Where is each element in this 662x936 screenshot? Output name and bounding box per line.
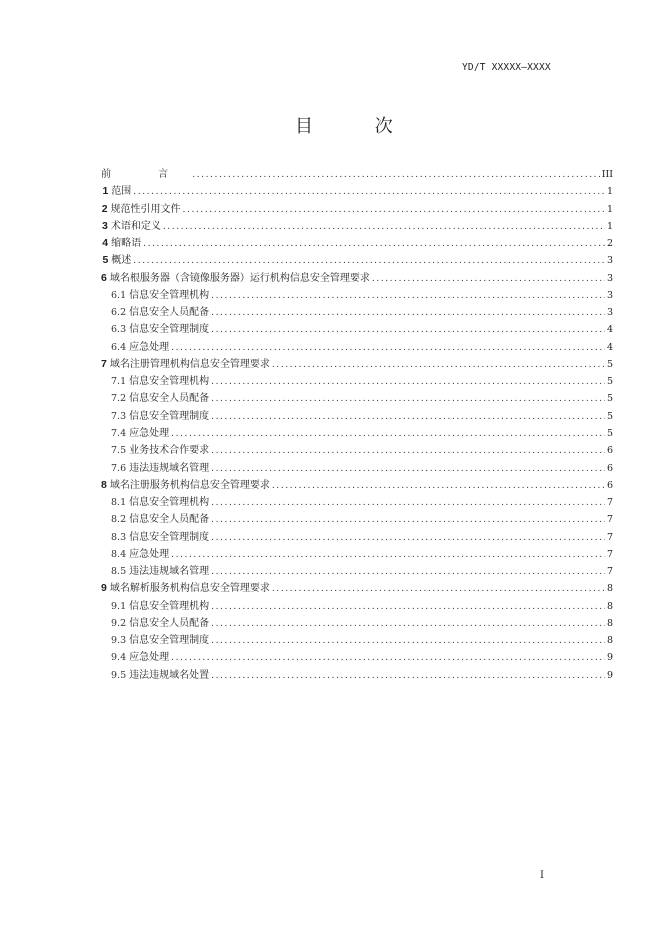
toc-entry-page: 7 <box>606 497 613 509</box>
toc-entry-number: 8.3 <box>111 531 127 543</box>
toc-entry-label: 信息安全管理机构 <box>129 376 210 388</box>
toc-entry-label: 违法违规域名管理 <box>129 462 210 474</box>
toc-entry-page: 6 <box>606 445 613 457</box>
toc-entry-label: 信息安全人员配备 <box>129 617 210 629</box>
toc-entry-page: 5 <box>606 393 613 405</box>
toc-entry-page: 7 <box>606 548 613 560</box>
toc-entry-page: 5 <box>606 410 613 422</box>
toc-entry[interactable] <box>101 339 613 356</box>
toc-entry[interactable] <box>101 546 613 563</box>
toc-entry-number: 6 <box>101 271 107 284</box>
toc-entry-number: 9.4 <box>111 652 127 664</box>
toc-entry-page: 5 <box>606 427 613 439</box>
toc-leader-dots <box>211 305 605 321</box>
toc-entry[interactable] <box>101 460 613 477</box>
table-of-contents <box>101 166 613 684</box>
toc-entry-label: 违法违规域名管理 <box>129 566 210 578</box>
toc-entry-label: 应急处理 <box>129 652 170 664</box>
toc-entry-page: 3 <box>606 307 613 319</box>
toc-leader-dots <box>211 633 605 649</box>
toc-entry[interactable] <box>101 425 613 442</box>
toc-entry-number: 8.1 <box>111 497 127 509</box>
toc-title: 目 次 <box>295 116 421 137</box>
toc-leader-dots <box>272 357 605 373</box>
toc-entry[interactable] <box>101 615 613 632</box>
toc-entry-number: 6.1 <box>111 289 127 301</box>
toc-entry-page: 5 <box>606 376 613 388</box>
toc-entry-label: 违法违规域名处置 <box>129 669 210 681</box>
toc-leader-dots <box>192 167 600 183</box>
toc-entry-number: 4 <box>102 237 109 250</box>
toc-entry-number: 8 <box>101 478 107 491</box>
toc-entry-label: 信息安全人员配备 <box>129 514 210 526</box>
toc-entry[interactable] <box>101 649 613 666</box>
toc-entry-number: 7 <box>101 357 107 370</box>
toc-entry-number: 6.2 <box>111 307 127 319</box>
toc-entry-page: 7 <box>606 566 613 578</box>
toc-leader-dots <box>211 409 605 425</box>
toc-entry-label: 域名注册管理机构信息安全管理要求 <box>109 358 270 370</box>
toc-entry[interactable] <box>101 563 613 580</box>
toc-leader-dots <box>211 599 605 615</box>
toc-entry-label: 信息安全管理制度 <box>129 324 210 336</box>
toc-entry[interactable] <box>101 511 613 528</box>
toc-entry-page: 3 <box>606 289 613 301</box>
toc-entry-page: 3 <box>606 255 613 267</box>
toc-entry-label: 信息安全管理机构 <box>129 289 210 301</box>
toc-entry-label: 域名根服务器（含镜像服务器）运行机构信息安全管理要求 <box>109 272 370 284</box>
toc-leader-dots <box>143 236 605 252</box>
toc-entry-page: 8 <box>606 635 613 647</box>
toc-entry-label: 业务技术合作要求 <box>129 445 210 457</box>
toc-entry-number: 6.4 <box>111 341 127 353</box>
toc-entry[interactable] <box>101 218 613 235</box>
toc-entry[interactable] <box>101 529 613 546</box>
toc-entry-page: 6 <box>606 462 613 474</box>
toc-leader-dots <box>211 391 605 407</box>
toc-entry-label: 信息安全管理制度 <box>129 635 210 647</box>
toc-entry-label: 信息安全管理机构 <box>129 497 210 509</box>
page-number: I <box>540 870 544 881</box>
toc-entry[interactable] <box>101 235 613 252</box>
toc-entry[interactable] <box>101 321 613 338</box>
toc-entry-label: 范围 <box>111 186 132 198</box>
toc-leader-dots <box>171 426 605 442</box>
toc-leader-dots <box>133 253 605 269</box>
toc-leader-dots <box>171 547 605 563</box>
toc-entry-number: 8.2 <box>111 514 127 526</box>
toc-entry[interactable] <box>101 166 613 183</box>
document-code: YD/T XXXXX—XXXX <box>462 62 551 73</box>
toc-entry-page: 1 <box>606 203 613 215</box>
toc-entry-number: 5 <box>102 254 109 267</box>
toc-leader-dots <box>211 374 605 390</box>
toc-entry-label: 前 言 <box>101 169 191 180</box>
toc-leader-dots <box>171 650 605 666</box>
toc-entry[interactable] <box>101 442 613 459</box>
toc-entry-page: 4 <box>606 324 613 336</box>
toc-leader-dots <box>211 461 605 477</box>
toc-entry[interactable] <box>101 408 613 425</box>
toc-entry-page: 7 <box>606 531 613 543</box>
toc-entry-page: III <box>601 169 613 180</box>
toc-entry-number: 9 <box>101 582 107 595</box>
toc-leader-dots <box>211 668 605 684</box>
toc-entry[interactable] <box>101 494 613 511</box>
toc-entry-label: 规范性引用文件 <box>110 203 181 215</box>
toc-entry-label: 域名解析服务机构信息安全管理要求 <box>109 583 270 595</box>
toc-entry-number: 9.1 <box>111 600 127 612</box>
toc-entry-page: 9 <box>606 652 613 664</box>
toc-leader-dots <box>133 184 605 200</box>
toc-entry-label: 信息安全人员配备 <box>129 393 210 405</box>
toc-entry-label: 信息安全人员配备 <box>129 307 210 319</box>
toc-entry-label: 术语和定义 <box>110 220 161 232</box>
toc-entry-number: 9.5 <box>111 669 127 681</box>
toc-entry-number: 9.3 <box>111 635 127 647</box>
toc-entry-number: 2 <box>101 202 108 215</box>
toc-entry-label: 应急处理 <box>129 341 170 353</box>
toc-entry[interactable] <box>101 373 613 390</box>
toc-entry-number: 7.2 <box>111 393 127 405</box>
toc-entry-label: 应急处理 <box>129 427 170 439</box>
toc-entry-label: 域名注册服务机构信息安全管理要求 <box>109 479 270 491</box>
toc-entry[interactable] <box>101 390 613 407</box>
toc-entry-label: 信息安全管理制度 <box>129 531 210 543</box>
toc-entry[interactable] <box>101 667 613 684</box>
toc-leader-dots <box>211 322 605 338</box>
toc-leader-dots <box>171 340 605 356</box>
toc-entry-label: 信息安全管理机构 <box>129 600 210 612</box>
toc-leader-dots <box>372 271 605 287</box>
toc-entry-number: 3 <box>101 219 108 232</box>
toc-entry-page: 8 <box>606 583 613 595</box>
toc-entry[interactable] <box>101 270 613 287</box>
toc-entry-number: 8.4 <box>111 548 127 560</box>
toc-leader-dots <box>211 495 605 511</box>
toc-entry-page: 7 <box>606 514 613 526</box>
toc-entry-label: 信息安全管理制度 <box>129 410 210 422</box>
toc-leader-dots <box>272 478 605 494</box>
toc-entry-page: 1 <box>606 186 613 198</box>
toc-entry[interactable] <box>101 632 613 649</box>
toc-entry[interactable] <box>101 201 613 218</box>
toc-entry-page: 6 <box>606 479 613 491</box>
toc-entry-number: 9.2 <box>111 617 127 629</box>
toc-leader-dots <box>211 530 605 546</box>
toc-leader-dots <box>211 616 605 632</box>
toc-entry-label: 缩略语 <box>111 238 142 250</box>
toc-entry[interactable] <box>101 477 613 494</box>
toc-entry-page: 3 <box>606 272 613 284</box>
toc-entry[interactable] <box>101 287 613 304</box>
toc-entry-number: 7.4 <box>111 427 127 439</box>
toc-entry-number: 7.5 <box>111 445 127 457</box>
toc-entry-page: 1 <box>606 220 613 232</box>
toc-leader-dots <box>211 564 605 580</box>
toc-entry-number: 8.5 <box>111 566 127 578</box>
toc-entry-page: 4 <box>606 341 613 353</box>
toc-entry-number: 7.3 <box>111 410 127 422</box>
toc-entry-number: 6.3 <box>111 324 127 336</box>
toc-leader-dots <box>211 443 605 459</box>
toc-entry-page: 8 <box>606 617 613 629</box>
toc-entry-number: 7.1 <box>111 376 127 388</box>
toc-leader-dots <box>272 581 605 597</box>
toc-entry-page: 8 <box>606 600 613 612</box>
toc-entry[interactable] <box>101 356 613 373</box>
toc-leader-dots <box>183 202 605 218</box>
toc-entry-number: 7.6 <box>111 462 127 474</box>
toc-leader-dots <box>163 219 605 235</box>
toc-leader-dots <box>211 512 605 528</box>
toc-entry[interactable] <box>101 598 613 615</box>
toc-entry-page: 2 <box>606 238 613 250</box>
toc-entry-page: 9 <box>606 669 613 681</box>
toc-entry-number: 1 <box>102 185 109 198</box>
toc-entry-label: 应急处理 <box>129 548 170 560</box>
toc-entry[interactable] <box>101 304 613 321</box>
toc-entry[interactable] <box>101 252 613 269</box>
toc-entry[interactable] <box>101 183 613 200</box>
toc-leader-dots <box>211 288 605 304</box>
toc-entry[interactable] <box>101 580 613 597</box>
toc-entry-page: 5 <box>606 358 613 370</box>
toc-entry-label: 概述 <box>111 255 132 267</box>
